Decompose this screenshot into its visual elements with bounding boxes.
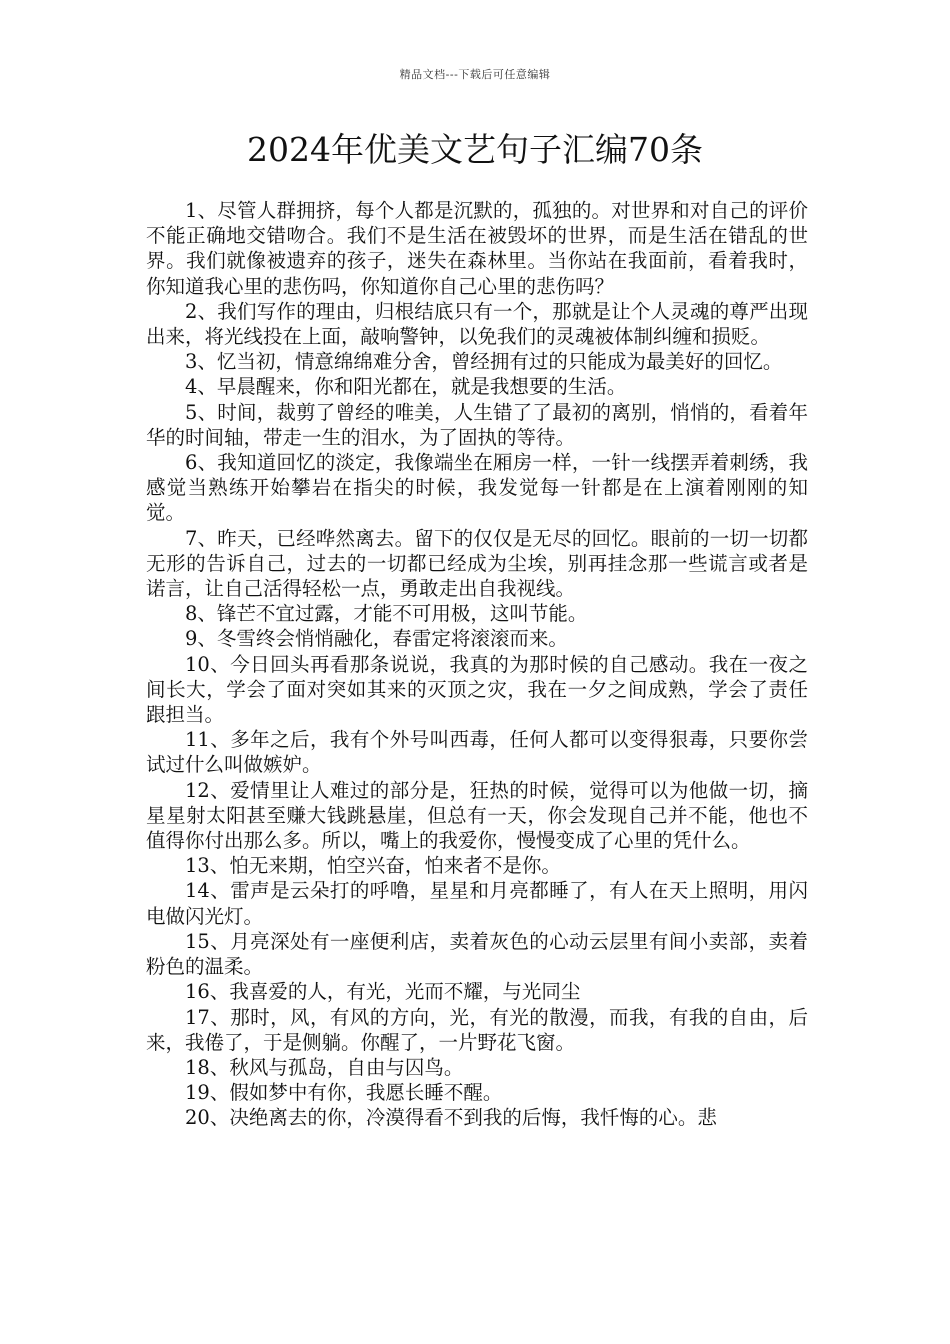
paragraph-9: 9、冬雪终会悄悄融化，春雷定将滚滚而来。 <box>185 627 568 651</box>
paragraph-10: 10、今日回头再看那条说说，我真的为那时候的自己感动。我在一夜之间长大，学会了面对突如其来的灭顶之灾，我在一夕之间成熟，学会了责任跟担当。 <box>146 652 808 727</box>
document-body <box>146 198 808 1131</box>
paragraph-18: 18、秋风与孤岛，自由与囚鸟。 <box>185 1055 464 1079</box>
paragraph-11: 11、多年之后，我有个外号叫西毒，任何人都可以变得狠毒，只要你尝试过什么叫做嫉妒。 <box>146 728 808 777</box>
paragraph-12: 12、爱情里让人难过的部分是，狂热的时候，觉得可以为他做一切，摘星星射太阳甚至赚大钱跳悬崖，但总有一天，你会发现自己并不能，他也不值得你付出那么多。所以，嘴上的我爱你，慢慢变成了心里的凭什么。 <box>146 778 808 853</box>
paragraph-13: 13、怕无来期，怕空兴奋，怕来者不是你。 <box>185 854 561 878</box>
paragraph-16: 16、我喜爱的人，有光，光而不耀，与光同尘 <box>185 980 581 1004</box>
page-header-note: 精品文档---下载后可任意编辑 <box>399 68 551 81</box>
paragraph-17: 17、那时，风，有风的方向，光，有光的散漫，而我，有我的自由，后来，我倦了，于是侧躺。你醒了，一片野花飞窗。 <box>146 1005 808 1054</box>
paragraph-6: 6、我知道回忆的淡定，我像端坐在厢房一样，一针一线摆弄着刺绣，我感觉当熟练开始攀岩在指尖的时候，我发觉每一针都是在上演着刚刚的知觉。 <box>146 451 808 525</box>
paragraph-5: 5、时间，裁剪了曾经的唯美，人生错了了最初的离别，悄悄的，看着年华的时间轴，带走一生的泪水，为了固执的等待。 <box>146 400 808 449</box>
paragraph-14: 14、雷声是云朵打的呼噜，星星和月亮都睡了，有人在天上照明，用闪电做闪光灯。 <box>146 879 808 928</box>
paragraph-7: 7、昨天，已经哗然离去。留下的仅仅是无尽的回忆。眼前的一切一切都无形的告诉自己，过去的一切都已经成为尘埃，别再挂念那一些谎言或者是诺言，让自己活得轻松一点，勇敢走出自我视线。 <box>146 526 808 601</box>
paragraph-4: 4、早晨醒来，你和阳光都在，就是我想要的生活。 <box>185 375 627 399</box>
paragraph-8: 8、锋芒不宜过露，才能不可用极，这叫节能。 <box>185 602 588 626</box>
paragraph-3: 3、忆当初，情意绵绵难分舍，曾经拥有过的只能成为最美好的回忆。 <box>185 350 783 374</box>
paragraph-15: 15、月亮深处有一座便利店，卖着灰色的心动云层里有间小卖部，卖着粉色的温柔。 <box>146 929 808 979</box>
paragraph-2: 2、我们写作的理由，归根结底只有一个，那就是让个人灵魂的尊严出现出来，将光线投在上面，敲响警钟，以免我们的灵魂被体制纠缠和损贬。 <box>146 299 808 349</box>
paragraph-20: 20、决绝离去的你，冷漠得看不到我的后悔，我忏悔的心。悲 <box>185 1106 717 1130</box>
document-title: 2024年优美文艺句子汇编70条 <box>247 130 703 169</box>
paragraph-1: 1、尽管人群拥挤，每个人都是沉默的，孤独的。对世界和对自己的评价不能正确地交错吻合。我们不是生活在被毁坏的世界，而是生活在错乱的世界。我们就像被遗弃的孩子，迷失在森林里。当你站在我面前，看着我时，你知道我心里的悲伤吗，你知道你自己心里的悲伤吗？ <box>146 199 808 298</box>
paragraph-19: 19、假如梦中有你，我愿长睡不醒。 <box>185 1081 503 1105</box>
